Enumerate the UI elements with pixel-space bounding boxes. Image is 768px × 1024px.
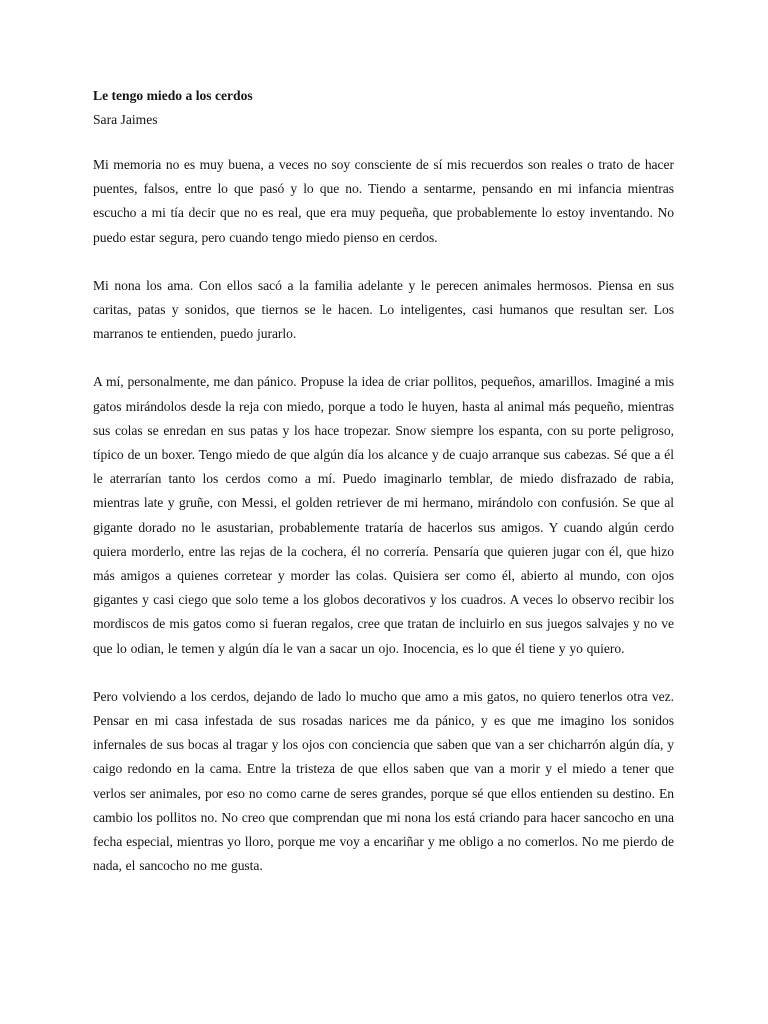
document-body: [93, 153, 674, 878]
paragraph-4: Pero volviendo a los cerdos, dejando de lado lo mucho que amo a mis gatos, no quiero tenerlos otra vez. Pensar en mi casa infestada de sus rosadas narices me da pánico, y es que me imagino los sonidos infernales de sus bocas al tragar y los ojos con conciencia que saben que van a ser chicharrón algún día, y caigo redondo en la cama. Entre la tristeza de que ellos saben que van a morir y el miedo a tener que verlos ser animales, por eso no como carne de seres grandes, porque sé que ellos entienden su destino. En cambio los pollitos no. No creo que comprendan que mi nona los está criando para hacer sancocho en una fecha especial, mientras yo lloro, porque me voy a encariñar y me obligo a no comerlos. No me pierdo de nada, el sancocho no me gusta.: [93, 688, 674, 874]
paragraph-2: Mi nona los ama. Con ellos sacó a la familia adelante y le perecen animales hermosos. Piensa en sus caritas, patas y sonidos, que tiernos se le hacen. Lo inteligentes, casi humanos que resultan ser. Los marranos te entienden, puedo jurarlo.: [93, 277, 674, 342]
document-author: Sara Jaimes: [93, 112, 158, 127]
document-title: Le tengo miedo a los cerdos: [93, 88, 253, 103]
document-page: [93, 86, 674, 902]
paragraph-3: A mí, personalmente, me dan pánico. Propuse la idea de criar pollitos, pequeños, amarillos. Imaginé a mis gatos mirándolos desde la reja con miedo, porque a todo le huyen, hasta al animal más pequeño, mientras sus colas se enredan en sus patas y los hace tropezar. Snow siempre los espanta, con su porte peligroso, típico de un boxer. Tengo miedo de que algún día los alcance y de cuajo arranque sus cabezas. Sé que a él le aterrarían tanto los cerdos como a mí. Puedo imaginarlo temblar, de miedo disfrazado de rabia, mientras late y gruñe, con Messi, el golden retriever de mi hermano, mirándolo con confusión. Se que al gigante dorado no le asustarian, probablemente trataría de hacerlos sus amigos. Y cuando algún cerdo quiera morderlo, entre las rejas de la cochera, él no correría. Pensaría que quieren jugar con él, que hizo más amigos a quienes corretear y morder las colas. Quisiera ser como él, abierto al mundo, con ojos gigantes y casi ciego que solo teme a los globos decorativos y los cuadros. A veces lo observo recibir los mordiscos de mis gatos como si fueran regalos, cree que tratan de incluirlo en sus juegos salvajes y no ve que lo odian, le temen y algún día le van a sacar un ojo. Inocencia, es lo que él tiene y yo quiero.: [93, 374, 674, 656]
paragraph-1: Mi memoria no es muy buena, a veces no soy consciente de sí mis recuerdos son reales o trato de hacer puentes, falsos, entre lo que pasó y lo que no. Tiendo a sentarme, pensando en mi infancia mientras escucho a mi tía decir que no es real, que era muy pequeña, que probablemente lo estoy inventando. No puedo estar segura, pero cuando tengo miedo pienso en cerdos.: [93, 157, 674, 245]
